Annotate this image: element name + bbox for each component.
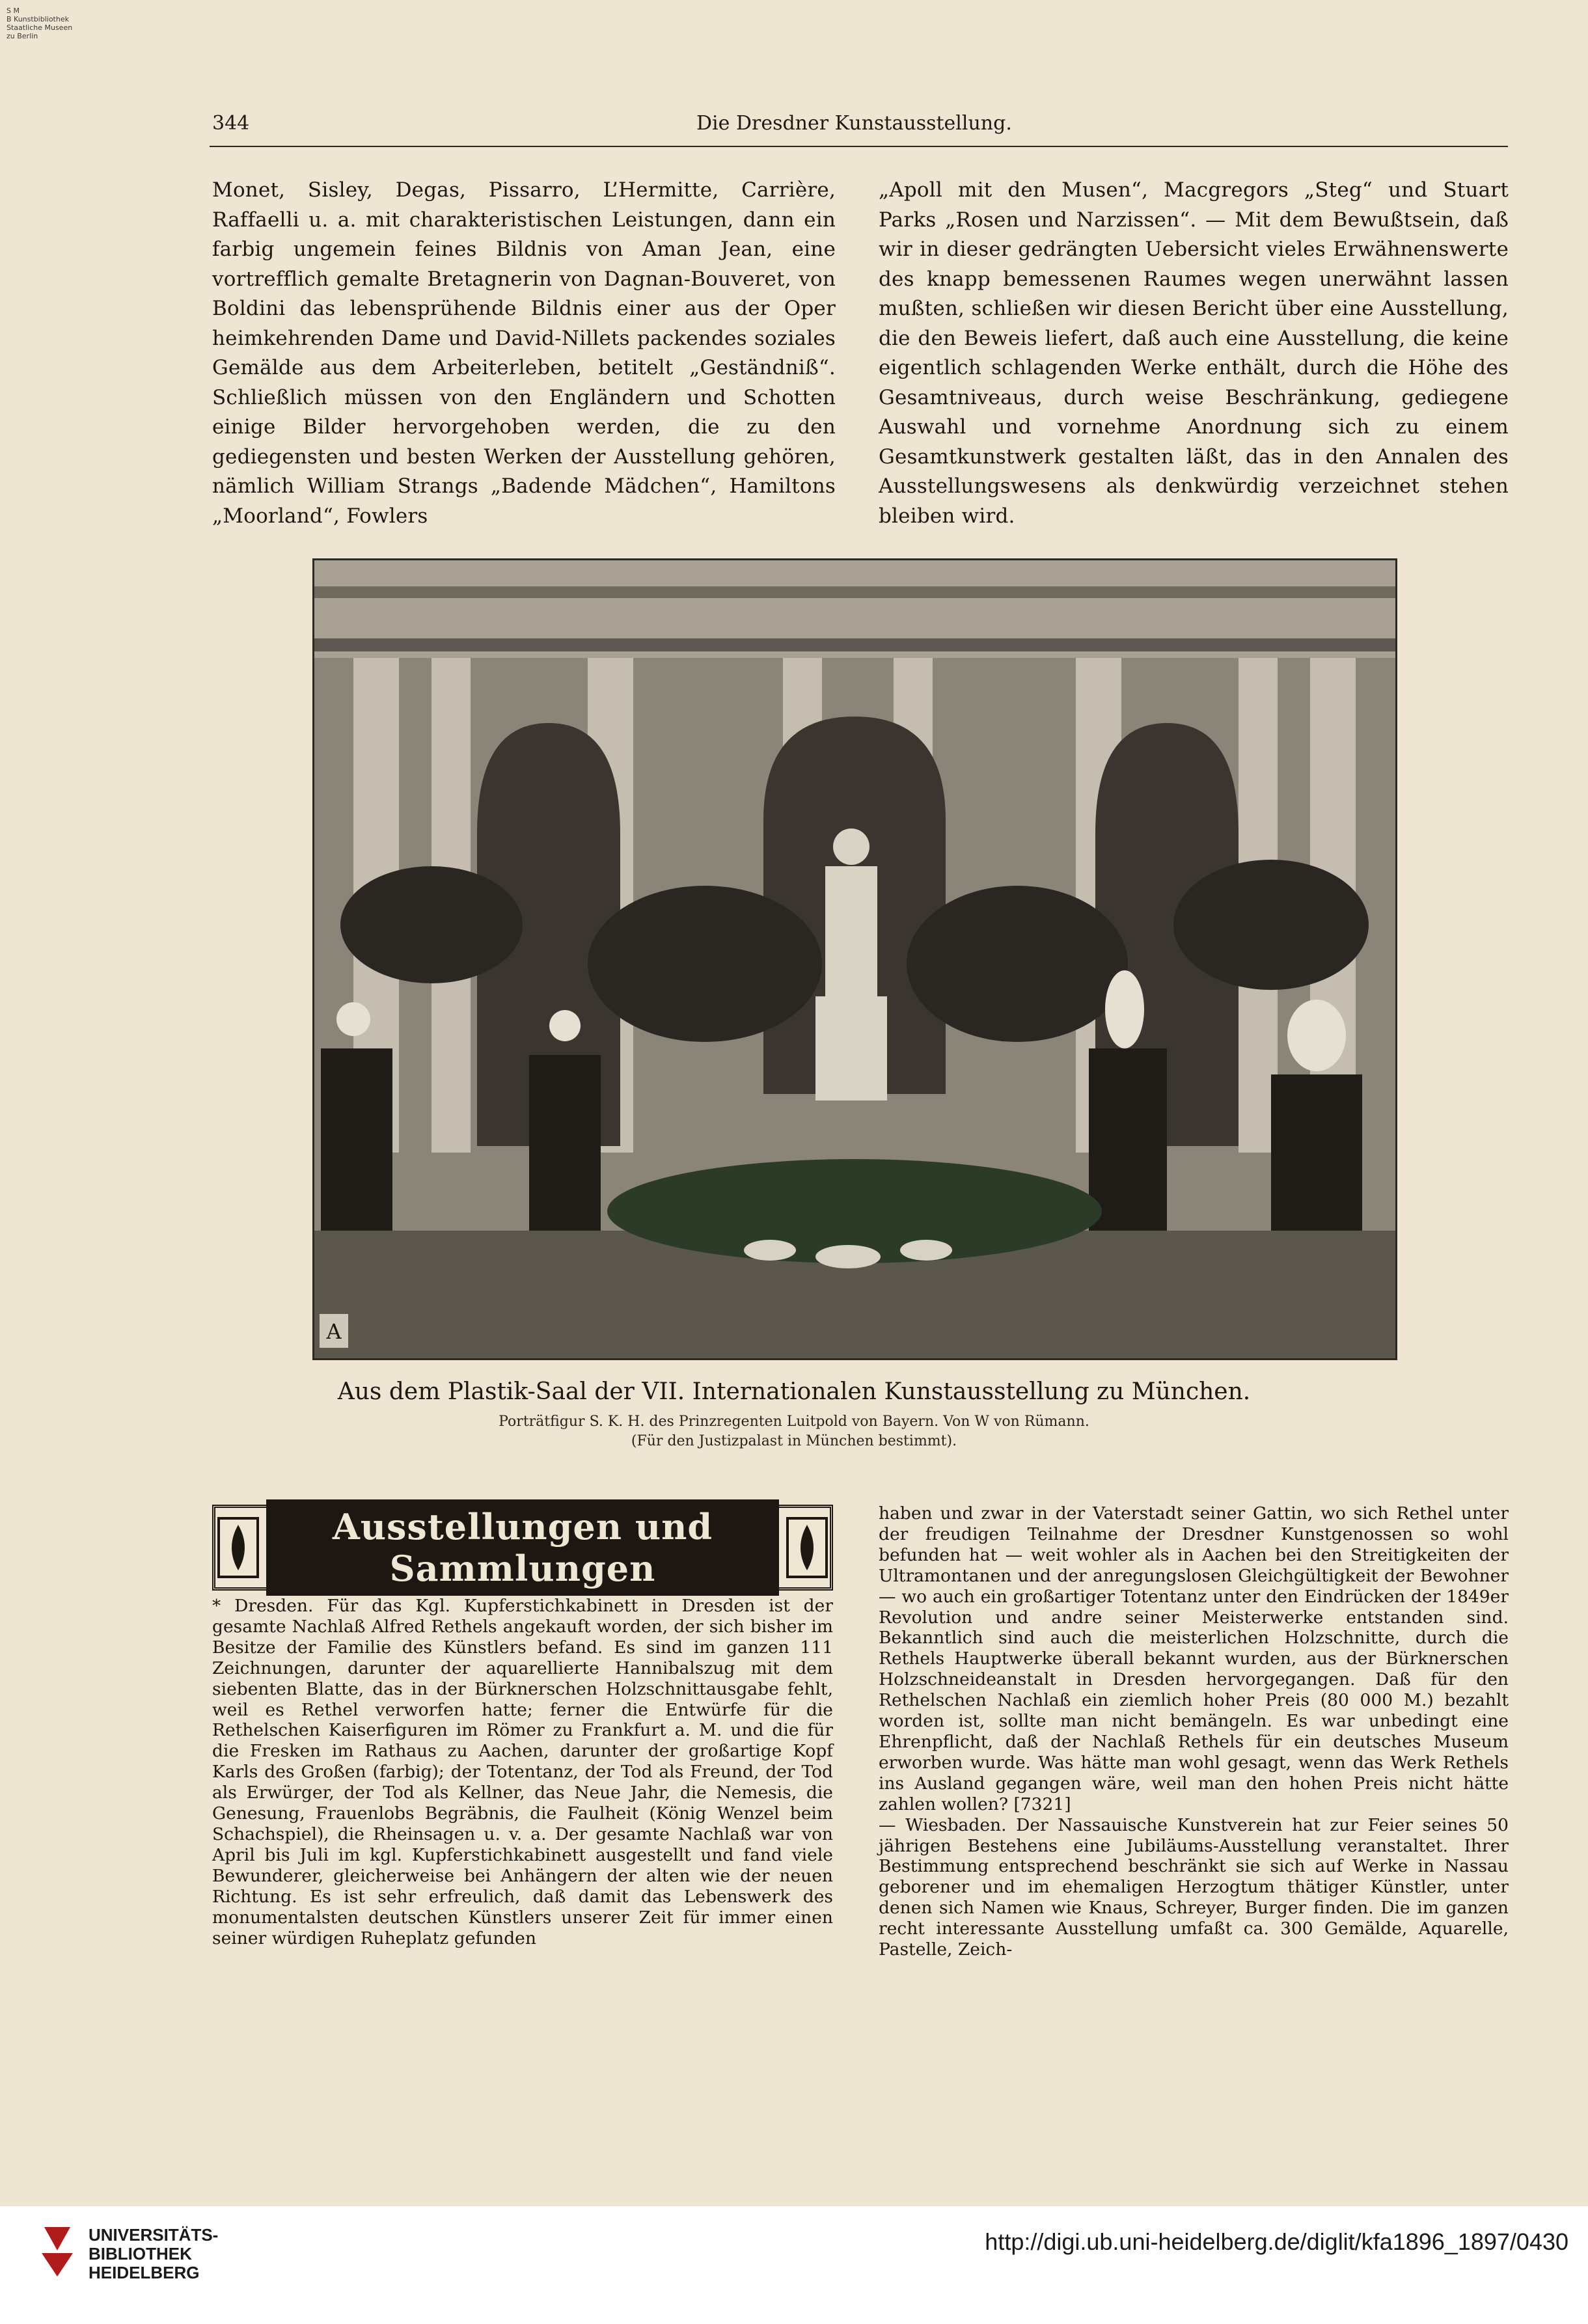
paragraph: haben und zwar in der Vaterstadt seiner Gattin, wo sich Rethel unter der freudigen Teilnahme der Dresdner Kunstgenossen so wohl befunden hat — weit wohler als in Aachen bei den Streitigkeiten der Ultramontanen und der anregungslosen Gleichgültigkeit der Bewohner — wo auch ein großartiger Totentanz unter den Eindrücken der 1849er Revolution und andre seiner Meisterwerke entstanden sind. Bekanntlich sind auch die meisterlichen Holzschnitte, durch die Rethels Hauptwerke überall bekannt wurden, aus der Bürknerschen Holzschneideanstalt in Dresden hervorgegangen. Daß für den Rethelschen Nachlaß ein ziemlich hoher Preis (80 000 M.) bezahlt worden ist, sollte man nicht bemängeln. Es war unbedingt eine Ehrenpflicht, daß der Nachlaß Rethels für ein deutsches Museum erworben wurde. Was hätte man wohl gesagt, wenn das Werk Rethels ins Ausland gegangen wäre, weil man den hohen Preis nicht hätte zahlen wollen? [7321] <box>879 1503 1509 1814</box>
header-rule <box>210 146 1508 147</box>
lower-right-column <box>879 1503 1509 1960</box>
section-title: Ausstellungen und Sammlungen <box>266 1499 779 1596</box>
university-library-logo-icon <box>38 2224 77 2279</box>
stamp-line: S M <box>7 7 20 15</box>
page-number: 344 <box>212 112 250 135</box>
photo-monogram: A <box>326 1319 342 1344</box>
library-stamp <box>7 7 150 40</box>
left-ornament-icon <box>215 1515 261 1580</box>
library-name-line: HEIDELBERG <box>89 2263 200 2282</box>
figure-caption-subtitle: Porträtfigur S. K. H. des Prinzregenten Luitpold von Bayern. Von W von Rümann. <box>499 1414 1089 1430</box>
photo-illustration <box>314 560 1395 1358</box>
figure-caption-title: Aus dem Plastik-Saal der VII. Internationalen Kunstausstellung zu München. <box>337 1378 1251 1405</box>
right-ornament-icon <box>784 1515 830 1580</box>
library-name-line: UNIVERSITÄTS- <box>89 2225 219 2245</box>
lower-left-column <box>212 1596 833 1948</box>
footer-bar <box>0 2206 1588 2324</box>
running-head <box>0 112 1588 142</box>
upper-left-column <box>212 176 836 531</box>
photograph-sculpture-hall <box>312 558 1397 1360</box>
section-banner <box>212 1505 833 1591</box>
paragraph: * Dresden. Für das Kgl. Kupferstichkabinett in Dresden ist der gesamte Nachlaß Alfred Rethels angekauft worden, der sich bisher im Besitze der Familie des Künstlers befand. Es sind im ganzen 111 Zeichnungen, darunter der aquarellierte Hannibalszug mit dem siebenten Blatte, das in der Bürknerschen Holzschnittausgabe fehlt, weil es Rethel verworfen hatte; ferner die Entwürfe für die Rethelschen Kaiserfiguren im Römer zu Frankfurt a. M. und die für die Fresken im Rathaus zu Aachen, darunter der großartige Kopf Karls des Großen (farbig); der Totentanz, der Tod als Freund, der Tod als Erwürger, der Tod als Kellner, das Neue Jahr, die Nemesis, die Genesung, Frauenlobs Begräbnis, die Faulheit (König Wenzel beim Schachspiel), die Rheinsagen u. v. a. Der gesamte Nachlaß war von April bis Juli im kgl. Kupferstichkabinett ausgestellt und fand viele Bewunderer, gleicherweise bei Anhängern der alten wie der neuen Richtung. Es ist sehr erfreulich, daß damit das Lebenswerk des monumentalsten deutschen Künstlers unserer Zeit für immer einen seiner würdigen Ruheplatz gefunden <box>212 1596 833 1948</box>
paragraph: — Wiesbaden. Der Nassauische Kunstverein hat zur Feier seines 50 jährigen Bestehens eine Jubiläums-Ausstellung veranstaltet. Ihrer Bestimmung entsprechend beschränkt sie sich auf Werke in Nassau geborener und im ehemaligen Herzogtum thätiger Künstler, unter denen sich Namen wie Knaus, Schreyer, Burger finden. Die im ganzen recht interessante Ausstellung umfaßt ca. 300 Gemälde, Aquarelle, Pastelle, Zeich- <box>879 1814 1509 1960</box>
running-title: Die Dresdner Kunstausstellung. <box>696 112 1012 135</box>
source-url[interactable]: http://digi.ub.uni-heidelberg.de/diglit/kfa1896_1897/0430 <box>985 2228 1568 2255</box>
stamp-line: zu Berlin <box>7 32 38 40</box>
figure-caption-note: (Für den Justizpalast in München bestimmt). <box>631 1433 957 1449</box>
library-name-line: BIBLIOTHEK <box>89 2244 192 2263</box>
stamp-line: Staatliche Museen <box>7 23 73 32</box>
upper-right-column <box>879 176 1509 531</box>
paragraph: Monet, Sisley, Degas, Pissarro, L’Hermitte, Carrière, Raffaelli u. a. mit charakteristischen Leistungen, dann ein farbig ungemein feines Bildnis von Aman Jean, eine vortrefflich gemalte Bretagnerin von Dagnan-Bouveret, von Boldini das lebensprühende Bildnis einer aus der Oper heimkehrenden Dame und David-Nillets packendes soziales Gemälde aus dem Arbeiterleben, betitelt „Geständniß“. Schließlich müssen von den Engländern und Schotten einige Bilder hervorgehoben werden, die zu den gediegensten und besten Werken der Ausstellung gehören, nämlich William Strangs „Badende Mädchen“, Hamiltons „Moorland“, Fowlers <box>212 178 836 528</box>
paragraph: „Apoll mit den Musen“, Macgregors „Steg“ und Stuart Parks „Rosen und Narzissen“. — Mit dem Bewußtsein, daß wir in dieser gedrängten Uebersicht vieles Erwähnenswerte des knapp bemessenen Raumes wegen unerwähnt lassen mußten, schließen wir diesen Bericht über eine Ausstellung, die den Beweis liefert, daß auch eine Ausstellung, die keine eigentlich schlagenden Werke enthält, durch die Höhe des Gesamtniveaus, durch weise Beschränkung, gediegene Auswahl und vornehme Anordnung sich zu einem Gesamtkunstwerk gestalten läßt, das in den Annalen des Ausstellungswesens als denkwürdig verzeichnet stehen bleiben wird. <box>879 178 1509 528</box>
library-name <box>89 2226 218 2282</box>
stamp-line: B Kunstbibliothek <box>7 15 69 23</box>
